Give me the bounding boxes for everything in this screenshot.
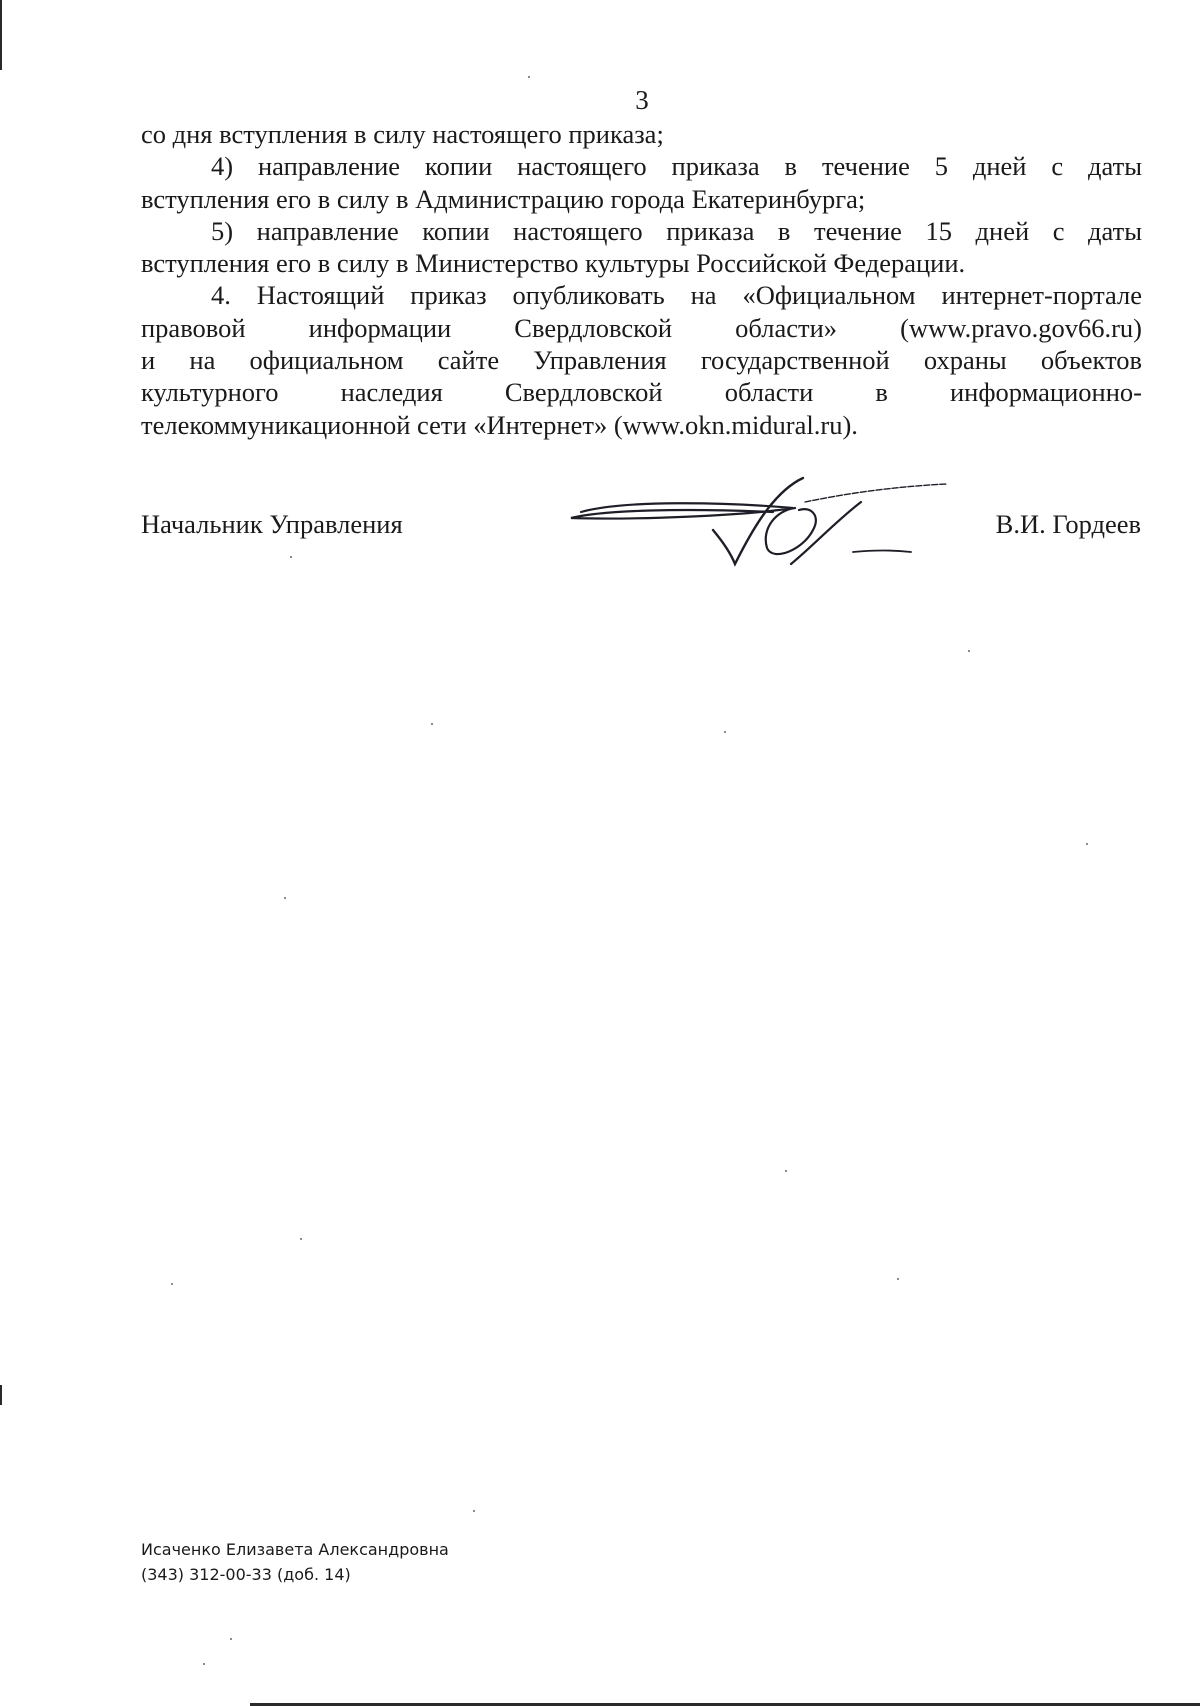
scan-speck [284,897,286,899]
handwritten-signature [563,472,953,582]
scan-left-edge [0,0,2,70]
page-number: 3 [635,85,649,115]
scan-speck [473,1510,475,1512]
body-line: 4) направление копии настоящего приказа в течение 5 дней с даты [211,151,1142,182]
body-line: 4. Настоящий приказ опубликовать на «Официальном интернет-портале [211,280,1142,311]
scan-speck [897,1278,899,1280]
scan-speck [290,556,292,558]
document-body [141,118,1142,441]
signer-title: Начальник Управления [141,509,403,539]
scan-speck [968,650,970,652]
body-line: телекоммуникационной сети «Интернет» (www.okn.midural.ru). [141,409,858,440]
scan-speck [431,723,433,725]
executor-phone: (343) 312-00-33 (доб. 14) [141,1565,351,1584]
body-line: и на официальном сайте Управления государственной охраны объектов [141,345,1142,376]
scan-speck [785,1170,787,1172]
executor-name: Исаченко Елизавета Александровна [141,1540,449,1559]
body-line: культурного наследия Свердловской области в информационно- [141,377,1142,408]
body-line: вступления его в силу в Министерство культуры Российской Федерации. [141,248,966,279]
scan-speck [230,1638,232,1640]
scan-speck [1086,843,1088,845]
scan-speck [203,1663,205,1665]
scan-left-edge-lower [0,1385,2,1405]
body-line: со дня вступления в силу настоящего приказа; [141,119,664,149]
body-line: вступления его в силу в Администрацию города Екатеринбурга; [141,183,866,214]
body-line: правовой информации Свердловской области» (www.pravo.gov66.ru) [141,312,1142,343]
signer-name: В.И. Гордеев [995,509,1141,539]
scan-speck [528,76,530,78]
body-line: 5) направление копии настоящего приказа в течение 15 дней с даты [211,215,1142,246]
scan-speck [724,731,726,733]
scan-speck [300,1238,302,1240]
executor-block [141,1537,449,1587]
scan-speck [171,1283,173,1285]
